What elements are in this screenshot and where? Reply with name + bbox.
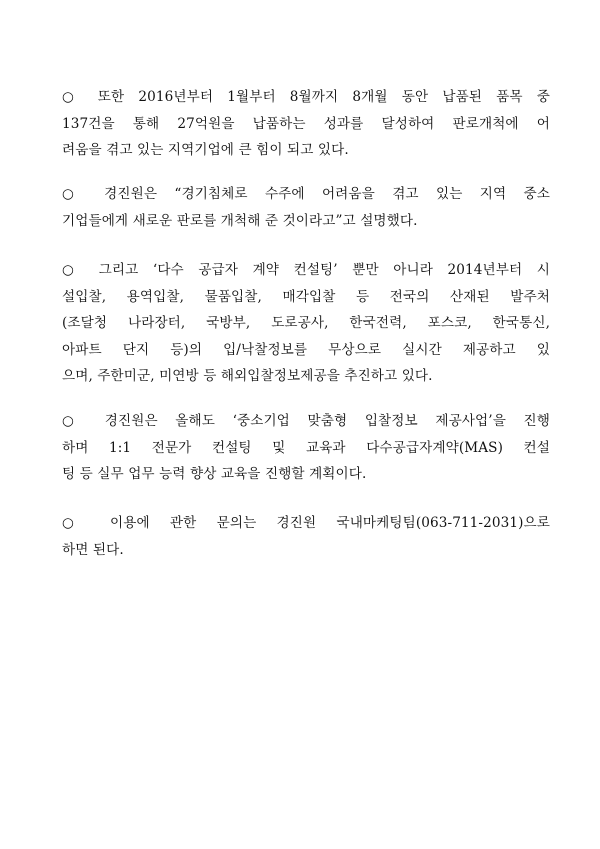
paragraph-contact: [62, 510, 550, 563]
paragraph-line: ○ 경진원은 “경기침체로 수주에 어려움을 겪고 있는 지역 중소: [62, 186, 550, 202]
paragraph-line: ○ 또한 2016년부터 1월부터 8월까지 8개월 동안 납품된 품목 중: [62, 89, 550, 105]
paragraph-line: 기업들에게 새로운 판로를 개척해 준 것이라고”고 설명했다.: [62, 212, 418, 229]
paragraph-line: (조달청 나라장터, 국방부, 도로공사, 한국전력, 포스코, 한국통신,: [62, 315, 550, 331]
paragraph-line: 하며 1:1 전문가 컨설팅 및 교육과 다수공급자계약(MAS) 컨설: [62, 439, 550, 456]
paragraph-line: ○ 이용에 관한 문의는 경진원 국내마케팅팀(063-711-2031)으로: [62, 515, 550, 531]
paragraph-line: 려움을 겪고 있는 지역기업에 큰 힘이 되고 있다.: [62, 142, 349, 158]
paragraph-line: ○ 경진원은 올해도 ‘중소기업 맞춤형 입찰정보 제공사업’을 진행: [62, 413, 550, 429]
paragraph-line: ○ 그리고 ‘다수 공급자 계약 컨설팅’ 뿐만 아니라 2014년부터 시: [62, 262, 550, 278]
paragraph-line: 하면 된다.: [62, 541, 124, 558]
paragraph-line: 아파트 단지 등)의 입/낙찰정보를 무상으로 실시간 제공하고 있: [62, 341, 550, 358]
paragraph-sales-results: [62, 84, 550, 164]
paragraph-bid-info: [62, 257, 550, 390]
paragraph-quote: [62, 181, 550, 234]
paragraph-line: 팅 등 실무 업무 능력 향상 교육을 진행할 계획이다.: [62, 466, 367, 482]
paragraph-line: 설입찰, 용역입찰, 물품입찰, 매각입찰 등 전국의 산재된 발주처: [62, 288, 550, 305]
paragraph-line: 으며, 주한미군, 미연방 등 해외입찰정보제공을 추진하고 있다.: [62, 368, 433, 384]
paragraph-line: 137건을 통해 27억원을 납품하는 성과를 달성하여 판로개척에 어: [62, 115, 550, 132]
paragraph-program-plan: [62, 408, 550, 488]
